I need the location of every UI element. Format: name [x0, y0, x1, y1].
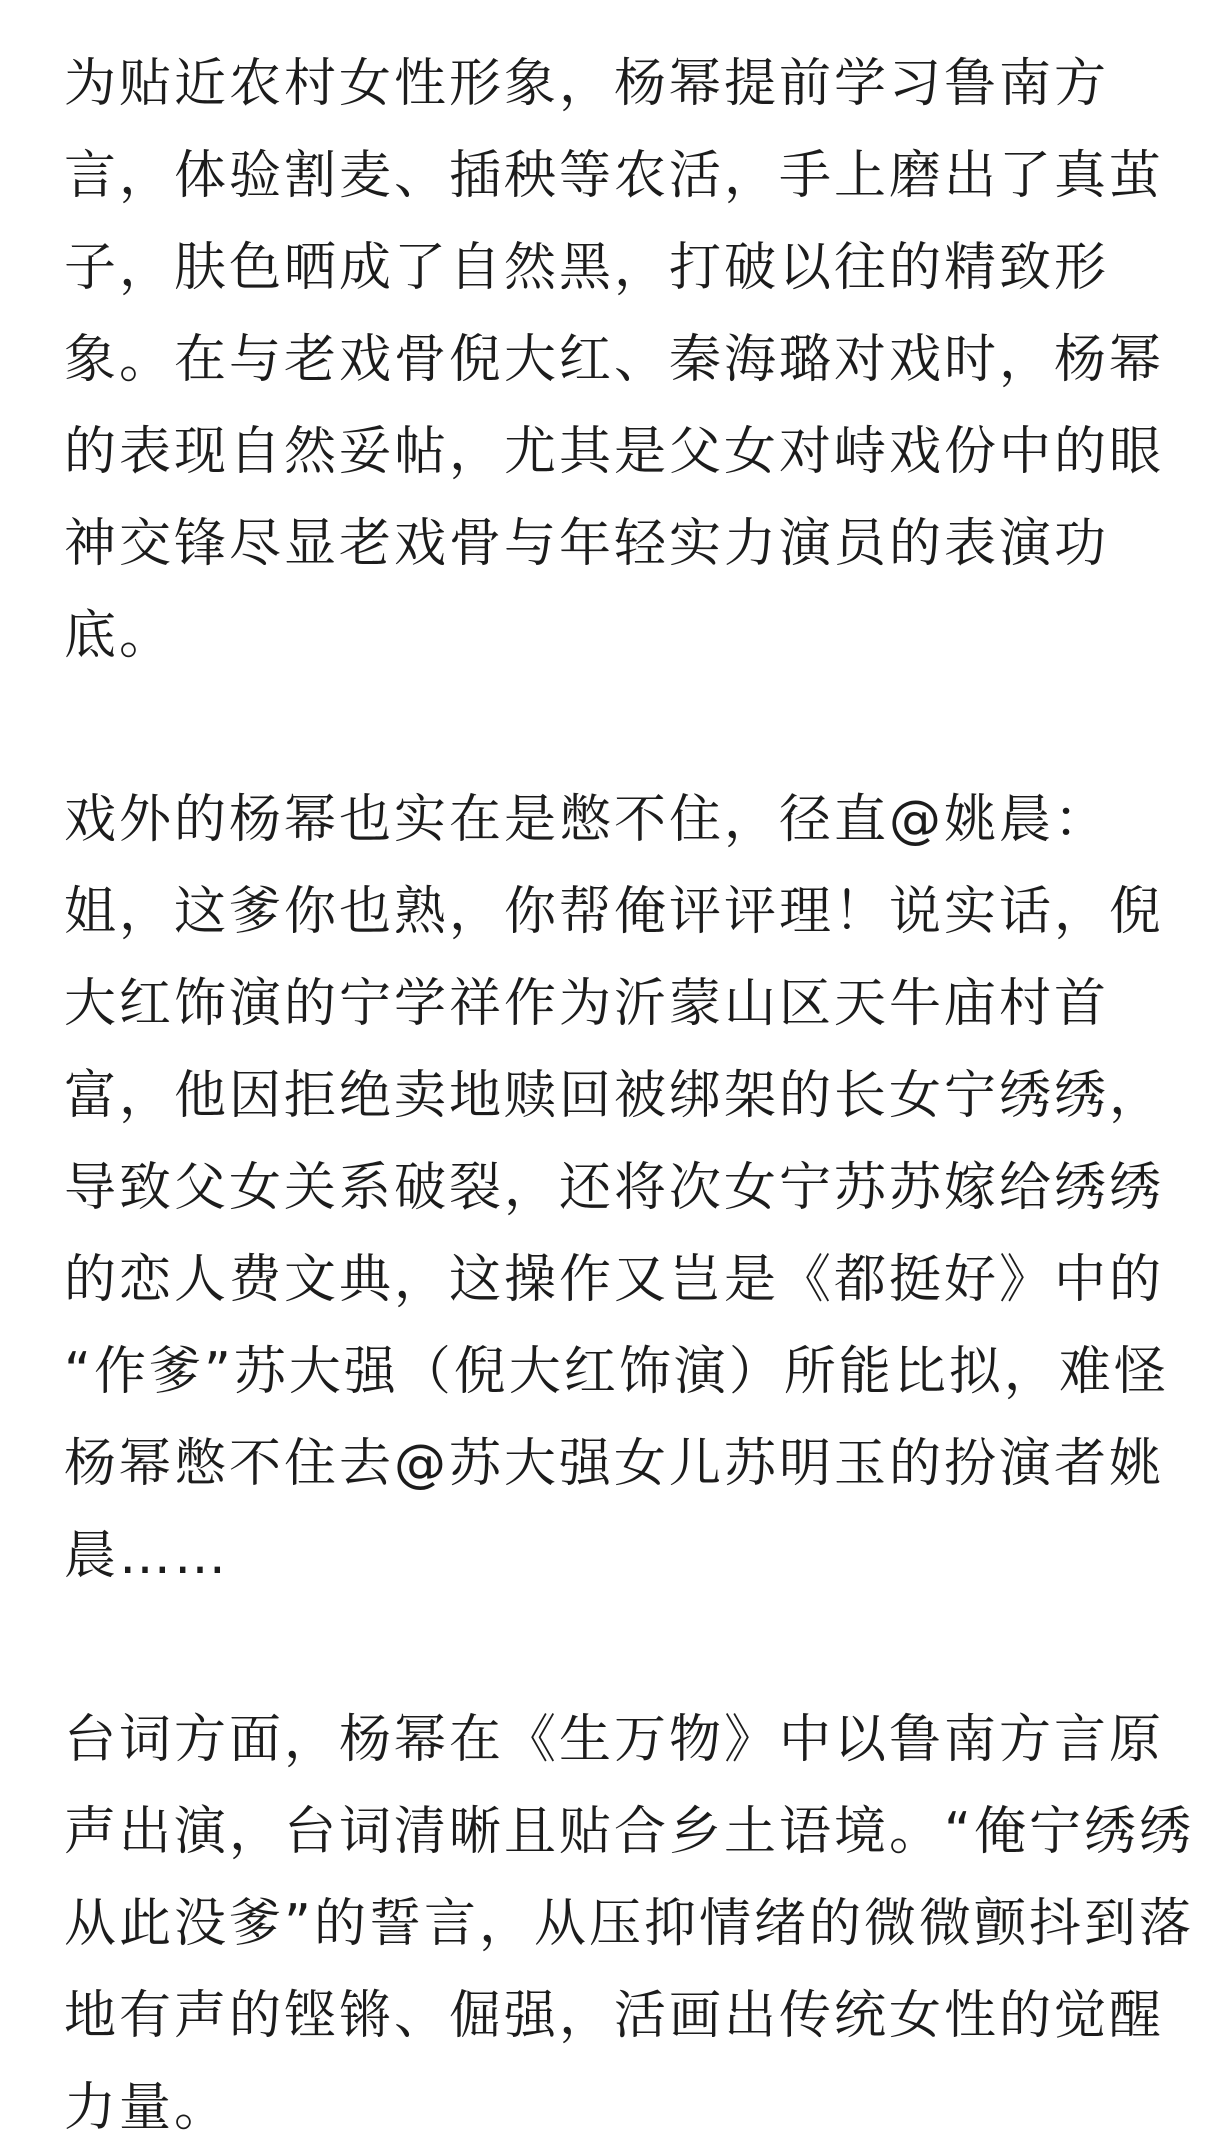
text-line: 的表现自然妥帖，尤其是父女对峙戏份中的眼 — [64, 422, 1165, 482]
text-line: 富，他因拒绝卖地赎回被绑架的长女宁绣绣， — [64, 1066, 1165, 1126]
paragraph-2 — [64, 774, 1169, 1602]
text-line: 子，肤色晒成了自然黑，打破以往的精致形 — [64, 238, 1110, 298]
text-line: 神交锋尽显老戏骨与年轻实力演员的表演功 — [64, 514, 1110, 574]
text-line: 声出演，台词清晰且贴合乡土语境。“俺宁绣绣 — [64, 1802, 1194, 1862]
text-line: 地有声的铿锵、倔强，活画出传统女性的觉醒 — [64, 1986, 1165, 2046]
paragraph-spacer — [64, 1602, 1164, 1694]
text-line: 的恋人费文典，这操作又岂是《都挺好》中的 — [64, 1250, 1165, 1310]
text-line: 导致父女关系破裂，还将次女宁苏苏嫁给绣绣 — [64, 1158, 1165, 1218]
article-body — [64, 38, 1194, 2154]
text-line: 底。 — [64, 606, 175, 666]
text-line: 晨…… — [64, 1526, 230, 1586]
text-line: 力量。 — [64, 2078, 230, 2138]
text-line: 戏外的杨幂也实在是憋不住，径直@姚晨： — [64, 790, 1110, 850]
text-line: 象。在与老戏骨倪大红、秦海璐对戏时，杨幂 — [64, 330, 1165, 390]
text-line: 为贴近农村女性形象，杨幂提前学习鲁南方 — [64, 54, 1110, 114]
paragraph-spacer — [64, 682, 1164, 774]
text-line: 杨幂憋不住去@苏大强女儿苏明玉的扮演者姚 — [64, 1434, 1165, 1494]
text-line: 言，体验割麦、插秧等农活，手上磨出了真茧 — [64, 146, 1165, 206]
paragraph-3 — [64, 1694, 1194, 2154]
text-line: “作爹”苏大强（倪大红饰演）所能比拟，难怪 — [64, 1342, 1169, 1402]
text-line: 大红饰演的宁学祥作为沂蒙山区天牛庙村首 — [64, 974, 1110, 1034]
text-line: 从此没爹”的誓言，从压抑情绪的微微颤抖到落 — [64, 1894, 1194, 1954]
text-line: 台词方面，杨幂在《生万物》中以鲁南方言原 — [64, 1710, 1165, 1770]
text-line: 姐，这爹你也熟，你帮俺评评理！说实话，倪 — [64, 882, 1165, 942]
paragraph-1 — [64, 38, 1164, 682]
